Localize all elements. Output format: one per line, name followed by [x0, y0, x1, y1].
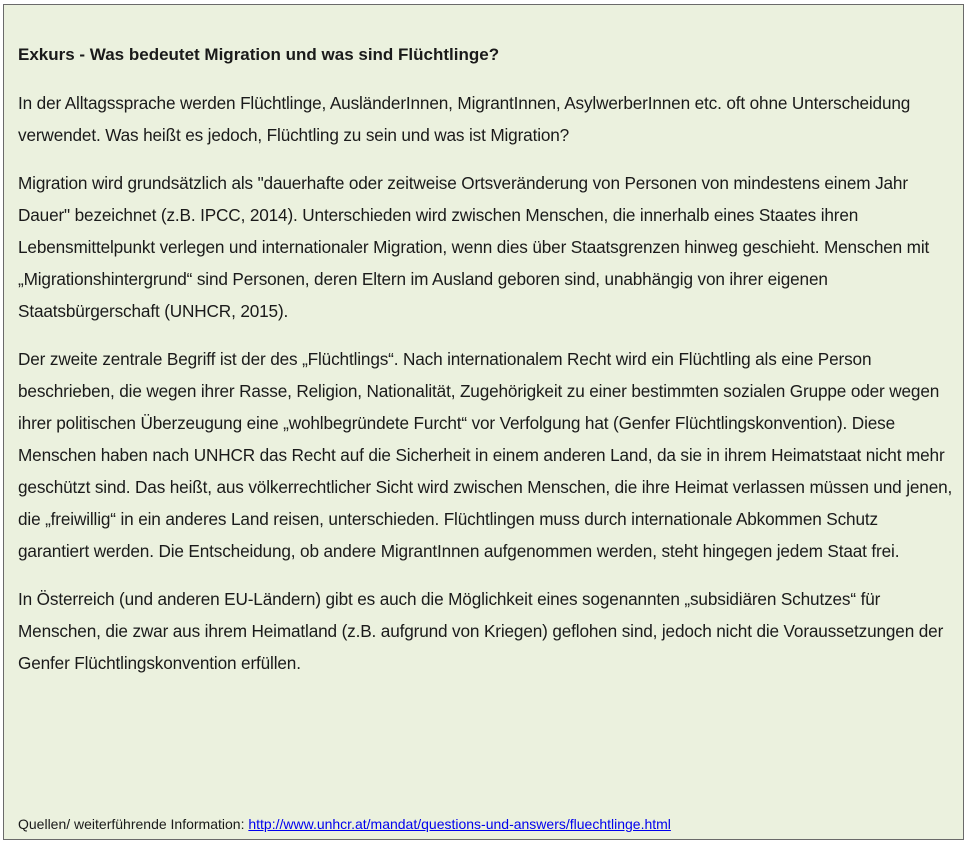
sources-link[interactable]: http://www.unhcr.at/mandat/questions-und-answers/fluechtlinge.html [248, 816, 671, 832]
sources-label: Quellen/ weiterführende Information: [18, 816, 249, 832]
paragraph-subsidiary: In Österreich (und anderen EU-Ländern) gibt es auch die Möglichkeit eines sogenannten „subsidiären Schutzes“ für Menschen, die zwar aus ihrem Heimatland (z.B. aufgrund von Kriegen) geflohen sind, jedoch nicht die Voraussetzungen der Genfer Flüchtlingskonvention erfüllen. [18, 589, 944, 673]
paragraph-refugee: Der zweite zentrale Begriff ist der des „Flüchtlings“. Nach internationalem Recht wird ein Flüchtling als eine Person beschrieben, die wegen ihrer Rasse, Religion, Nationalität, Zugehörigkeit zu einer bestimmten sozialen Gruppe oder wegen ihrer politischen Überzeugung eine „wohlbegründete Furcht“ vor Verfolgung hat (Genfer Flüchtlingskonvention). Diese Menschen haben nach UNHCR das Recht auf die Sicherheit in einem anderen Land, da sie in ihrem Heimatstaat nicht mehr geschützt sind. Das heißt, aus völkerrechtlicher Sicht wird zwischen Menschen, die ihre Heimat verlassen müssen und jenen, die „freiwillig“ in ein anderes Land reisen, unterschieden. Flüchtlingen muss durch internationale Abkommen Schutz garantiert werden. Die Entscheidung, ob andere MigrantInnen aufgenommen werden, steht hingegen jedem Staat frei. [18, 349, 953, 561]
sources-line [18, 815, 671, 833]
info-box [3, 4, 964, 840]
paragraph-intro: In der Alltagssprache werden Flüchtlinge, AusländerInnen, MigrantInnen, AsylwerberInnen etc. oft ohne Unterscheidung verwendet. Was heißt es jedoch, Flüchtling zu sein und was ist Migration? [18, 93, 911, 145]
box-title: Exkurs - Was bedeutet Migration und was sind Flüchtlinge? [18, 45, 500, 64]
paragraph-migration: Migration wird grundsätzlich als "dauerhafte oder zeitweise Ortsveränderung von Personen von mindestens einem Jahr Dauer" bezeichnet (z.B. IPCC, 2014). Unterschieden wird zwischen Menschen, die innerhalb eines Staates ihren Lebensmittelpunkt verlegen und internationaler Migration, wenn dies über Staatsgrenzen hinweg geschieht. Menschen mit „Migrationshintergrund“ sind Personen, deren Eltern im Ausland geboren sind, unabhängig von ihrer eigenen Staatsbürgerschaft (UNHCR, 2015). [18, 173, 930, 321]
